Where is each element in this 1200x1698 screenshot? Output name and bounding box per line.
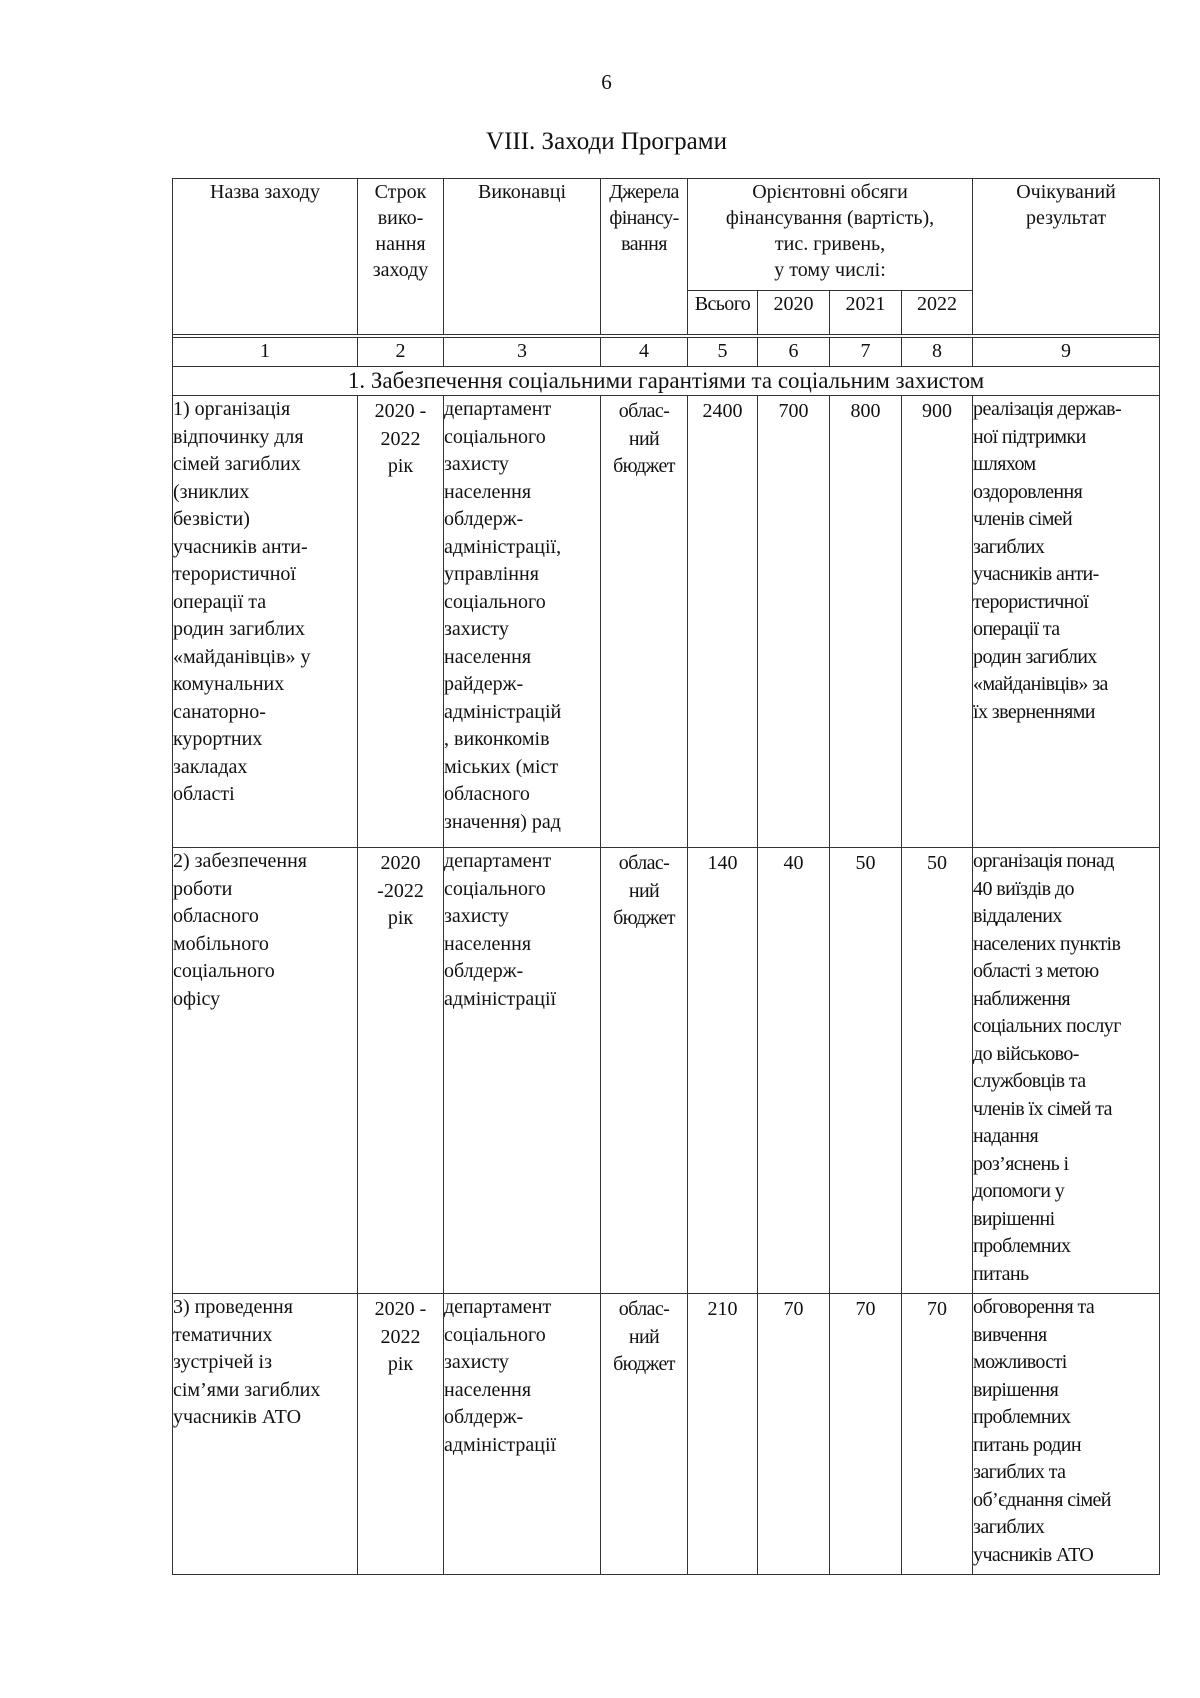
- table-row: [173, 396, 1160, 848]
- expected-result: організація понад 40 виїздів до віддалених населених пунктів області з метою наближення соціальних послуг до військово- службовців та членів їх сімей та надання роз’яснень і допомоги у вирішенні проблемних питань: [973, 848, 1160, 1294]
- header-funding-sources: Джерела фінансу- вання: [601, 179, 688, 335]
- header-executors: Виконавці: [444, 179, 601, 335]
- section-heading: 1. Забезпечення соціальними гарантіями та соціальним захистом: [173, 367, 1160, 396]
- funding-2020: 40: [758, 848, 830, 1294]
- header-term: Строк вико- нання заходу: [358, 179, 444, 335]
- measure-name: 2) забезпечення роботи обласного мобільного соціального офісу: [173, 848, 358, 1294]
- column-number: 8: [902, 338, 973, 367]
- measure-term: 2020 - 2022 рік: [358, 1294, 444, 1575]
- measure-name: 3) проведення тематичних зустрічей із сім’ями загиблих учасників АТО: [173, 1294, 358, 1575]
- section-title: VIII. Заходи Програми: [486, 128, 727, 155]
- column-number: 9: [973, 338, 1160, 367]
- column-number: 5: [688, 338, 758, 367]
- funding-2022: 70: [902, 1294, 973, 1575]
- expected-result: реалізація держав- ної підтримки шляхом оздоровлення членів сімей загиблих учасників анти- терористичної операції та родин загиблих «майданівців» за їх зверненнями: [973, 396, 1160, 848]
- funding-total: 2400: [688, 396, 758, 848]
- header-2022: 2022: [902, 291, 973, 335]
- measure-source: облас- ний бюджет: [601, 1294, 688, 1575]
- measure-name: 1) організація відпочинку для сімей загиблих (зниклих безвісти) учасників анти- терористичної операції та родин загиблих «майданівців» у комунальних санаторно- курортних закладах області: [173, 396, 358, 848]
- column-number: 1: [173, 338, 358, 367]
- expected-result: обговорення та вивчення можливості вирішення проблемних питань родин загиблих та об’єднання сімей загиблих учасників АТО: [973, 1294, 1160, 1575]
- program-measures-table: [172, 178, 1160, 1575]
- measure-source: облас- ний бюджет: [601, 848, 688, 1294]
- measure-source: облас- ний бюджет: [601, 396, 688, 848]
- header-expected-result: Очікуваний результат: [973, 179, 1160, 335]
- header-2020: 2020: [758, 291, 830, 335]
- funding-2020: 700: [758, 396, 830, 848]
- header-funding-volumes: Орієнтовні обсяги фінансування (вартість), тис. гривень, у тому числі:: [688, 179, 973, 291]
- page-number: 6: [601, 70, 612, 94]
- column-number-row: [173, 338, 1160, 367]
- funding-2021: 70: [830, 1294, 902, 1575]
- column-number: 7: [830, 338, 902, 367]
- table-row: [173, 848, 1160, 1294]
- measure-term: 2020 - 2022 рік: [358, 396, 444, 848]
- column-number: 4: [601, 338, 688, 367]
- funding-2022: 50: [902, 848, 973, 1294]
- column-number: 6: [758, 338, 830, 367]
- header-2021: 2021: [830, 291, 902, 335]
- funding-total: 210: [688, 1294, 758, 1575]
- column-number: 3: [444, 338, 601, 367]
- measure-executors: департамент соціального захисту населення облдерж- адміністрації: [444, 1294, 601, 1575]
- header-total: Всього: [688, 291, 758, 335]
- funding-2021: 50: [830, 848, 902, 1294]
- column-number: 2: [358, 338, 444, 367]
- funding-2020: 70: [758, 1294, 830, 1575]
- funding-total: 140: [688, 848, 758, 1294]
- measure-executors: департамент соціального захисту населення облдерж- адміністрації, управління соціального захисту населення райдерж- адміністрацій , виконкомів міських (міст обласного значення) рад: [444, 396, 601, 848]
- measure-executors: департамент соціального захисту населення облдерж- адміністрації: [444, 848, 601, 1294]
- funding-2021: 800: [830, 396, 902, 848]
- table-row: [173, 1294, 1160, 1575]
- header-measure-name: Назва заходу: [173, 179, 358, 335]
- measure-term: 2020 -2022 рік: [358, 848, 444, 1294]
- funding-2022: 900: [902, 396, 973, 848]
